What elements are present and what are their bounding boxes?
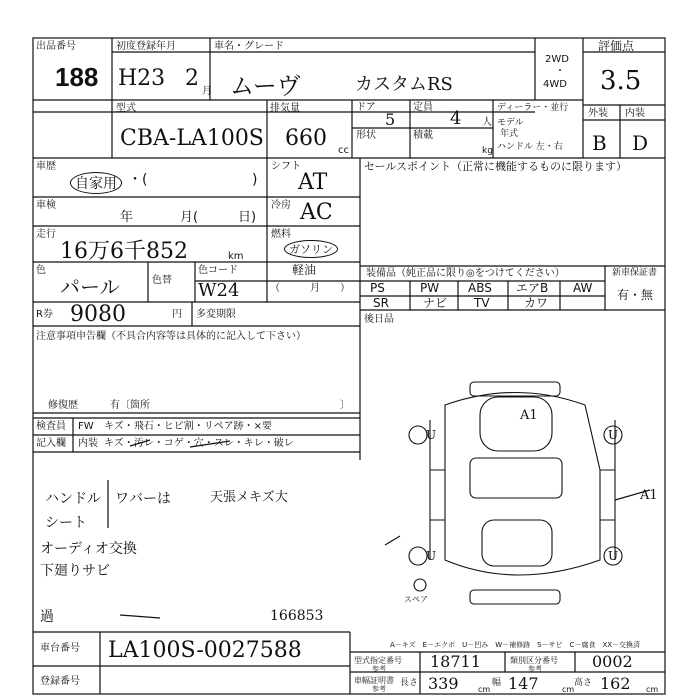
sales-point-label: セールスポイント（正常に機能するものに限ります）	[364, 160, 628, 173]
color-change-label: 色替	[152, 275, 172, 286]
repair-value: 有〔箇所	[110, 400, 150, 411]
inspection-month-unit: 月(	[180, 210, 199, 225]
era-year: H23	[118, 66, 166, 91]
history-label: 車歴	[36, 161, 56, 172]
month-unit: 月	[202, 86, 212, 97]
note-line-2: シート	[45, 515, 87, 531]
type-designation-label: 型式指定番号	[354, 656, 402, 665]
lot-number: 188	[55, 62, 99, 92]
repair-close: 〕	[340, 400, 350, 411]
new-warranty-label: 新車保証書	[612, 268, 658, 278]
chassis-number: LA100S-0027588	[108, 638, 302, 663]
odometer-note: 166853	[270, 608, 324, 624]
person-unit: 人	[482, 117, 492, 128]
color-code-label: 色コード	[198, 265, 238, 276]
drive-4wd: 4WD	[543, 79, 567, 90]
recycle-label: R券	[36, 309, 53, 320]
cm-unit-3: cm	[646, 685, 659, 694]
fuel-label: 燃料	[271, 229, 291, 240]
inspection-day-unit: 日)	[238, 210, 257, 225]
note-line-1: ハンドル ワバーは	[45, 491, 171, 507]
recycle-value: 9080	[70, 302, 126, 327]
equip-pw: PW	[420, 281, 440, 295]
car-name: ムーヴ	[230, 72, 301, 100]
drive-2wd: 2WD	[545, 54, 569, 65]
dealer-label: ディーラー・並行	[497, 103, 569, 113]
equip-leather: カワ	[524, 296, 549, 310]
handle-label: ハンドル 左・右	[497, 142, 563, 152]
displacement-label: 排気量	[270, 103, 300, 114]
mark-a1-front: A1	[520, 408, 538, 423]
interior-items: キズ・汚レ・コゲ・穴・スレ・キレ・破レ	[104, 438, 294, 449]
mileage: 16万6千852	[60, 239, 188, 264]
kg-unit: kg	[482, 146, 493, 156]
color: パール	[60, 275, 120, 299]
capacity-label: 定員	[413, 102, 433, 113]
equip-sr: SR	[373, 296, 389, 310]
inspector-label: 検査員	[36, 421, 66, 432]
drive-dot: ・	[555, 66, 565, 77]
equip-abs: ABS	[468, 281, 492, 295]
fuel-gasoline: ガソリン	[284, 240, 338, 258]
fw-label: FW	[78, 421, 94, 432]
mark-u-rr: U	[608, 549, 619, 563]
first-registration-label: 初度登録年月	[116, 41, 176, 52]
score: 3.5	[600, 66, 642, 96]
length-label: 長さ	[400, 678, 419, 688]
type-designation: 18711	[430, 652, 481, 671]
aircon: AC	[300, 200, 333, 225]
color-code: W24	[198, 280, 240, 301]
mileage-note: 過	[40, 609, 54, 625]
ref-label-1: 参考	[372, 665, 386, 673]
damage-legend: A－キズ E－エクボ U－凹み W－補修跡 S－サビ C－腐食 XX－交換済	[390, 641, 641, 649]
model-year-label: モデル	[497, 118, 524, 128]
color-label: 色	[36, 265, 46, 276]
load-label: 積載	[413, 130, 433, 141]
ref-label-3: 参考	[372, 685, 386, 693]
width-label: 幅	[492, 678, 502, 688]
inspect-items: キズ・飛石・ヒビ割・リペア跡・×要	[104, 421, 272, 432]
grade: カスタムRS	[355, 74, 453, 95]
mileage-label: 走行	[36, 229, 56, 240]
height: 162	[600, 674, 631, 693]
inspection-year-unit: 年	[120, 210, 134, 225]
equip-airbag: エアB	[516, 281, 549, 295]
doors: 5	[385, 110, 396, 129]
repair-label: 修復歴	[48, 400, 78, 411]
shift-label: シフト	[271, 161, 301, 172]
inspection-label: 車検	[36, 200, 56, 211]
score-label: 評価点	[598, 39, 635, 53]
exterior-label: 外装	[588, 108, 608, 119]
doors-label: ドア	[356, 102, 376, 113]
aircon-label: 冷房	[271, 200, 291, 211]
interior-label: 内装	[625, 108, 645, 119]
warranty-options: 有・無	[617, 288, 654, 302]
cc-unit: cc	[338, 145, 349, 156]
equip-tv: TV	[474, 296, 490, 310]
mark-a1-side: A1	[640, 488, 658, 503]
mark-u-rl: U	[426, 549, 437, 563]
height-label: 高さ	[574, 678, 593, 688]
class-number: 0002	[592, 652, 633, 671]
model-label: 型式	[116, 103, 136, 114]
exterior-grade: B	[592, 131, 607, 155]
model-code: CBA-LA100S	[120, 126, 264, 151]
equip-navi: ナビ	[423, 296, 448, 310]
length: 339	[428, 674, 459, 693]
note-line-3: オーディオ交換	[40, 541, 137, 557]
spare-label: スペア	[404, 595, 428, 604]
fuel-diesel: 軽油	[292, 263, 317, 277]
mileage-change-paren: （ 月 ）	[270, 283, 350, 294]
note-right: 天張メキズ大	[210, 490, 288, 505]
interior-grade: D	[632, 131, 649, 155]
history-close: )	[252, 172, 258, 188]
class-label: 類別区分番号	[510, 656, 558, 665]
dims-label: 車幅証明書	[354, 676, 394, 685]
mark-u-fl: U	[426, 428, 437, 442]
mark-u-fr: U	[608, 428, 619, 442]
reg-month: 2	[185, 66, 199, 91]
cm-unit-1: cm	[478, 685, 491, 694]
capacity: 4	[450, 108, 462, 129]
notes-label: 注意事項申告欄（不具合内容等は具体的に記入して下さい）	[36, 331, 306, 342]
history-rest: ・(	[128, 172, 148, 188]
displacement: 660	[285, 126, 327, 151]
rear-seat-label: 後日品	[364, 314, 394, 325]
width: 147	[508, 674, 539, 693]
entry-label: 記入欄	[36, 438, 66, 449]
shift: AT	[298, 170, 328, 195]
km-unit: km	[228, 251, 244, 262]
equip-ps: PS	[370, 281, 385, 295]
equipment-label: 装備品（純正品に限り◎をつけてください）	[366, 268, 565, 279]
car-diagram	[409, 382, 622, 604]
car-name-label: 車名・グレード	[214, 41, 284, 52]
registration-label: 登録番号	[40, 676, 80, 687]
year-label: 年式	[500, 129, 519, 139]
mileage-change-label: 多変期限	[196, 309, 236, 320]
interior-entry-label: 内装	[78, 438, 98, 449]
ref-label-2: 参考	[528, 665, 542, 673]
note-line-4: 下廻りサビ	[40, 563, 110, 579]
equip-aw: AW	[573, 281, 593, 295]
history-private: 自家用	[70, 172, 122, 194]
shape-label: 形状	[356, 130, 376, 141]
lot-number-label: 出品番号	[36, 41, 76, 52]
cm-unit-2: cm	[562, 685, 575, 694]
yen-unit: 円	[172, 309, 182, 320]
chassis-label: 車台番号	[40, 643, 80, 654]
